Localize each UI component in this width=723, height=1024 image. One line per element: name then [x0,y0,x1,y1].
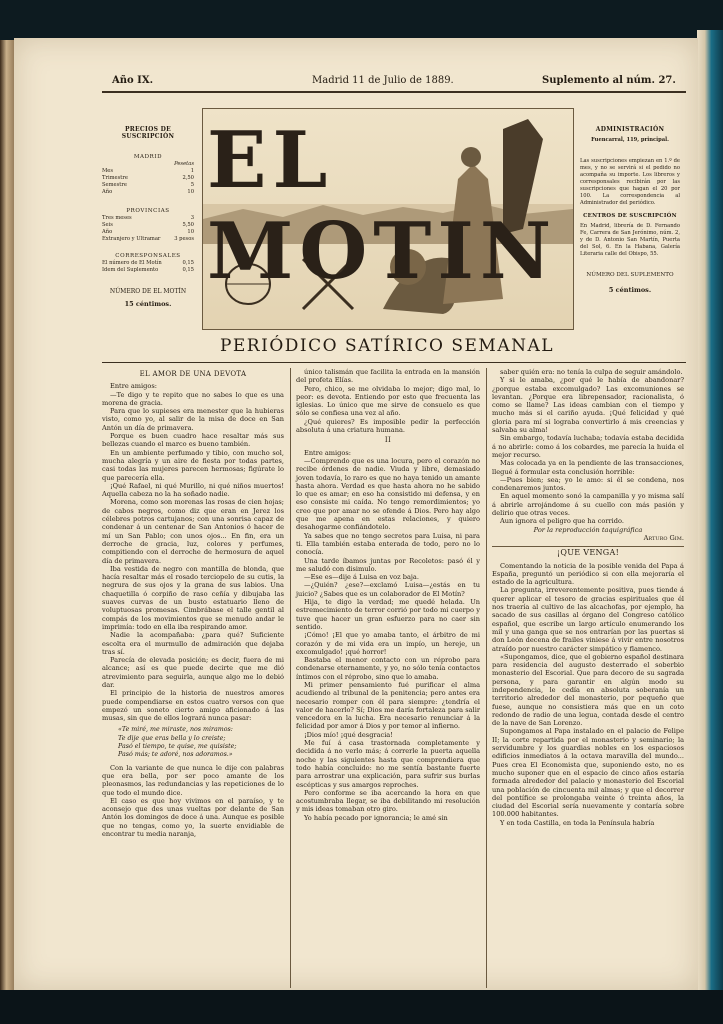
column-divider [290,368,291,988]
paragraph: Supongamos al Papa instalado en el palacio de Felipe II; la corte repartida por el monasterio y seminario; la servidumbre y los guardias nobles en los espaciosos edificios inmediatos á la octava maravilla del mundo... Pues crea El Economista que, suponiendo esto, no es mucho suponer que en el espacio de cinco años estaría formada alrededor del palacio y monasterio del Escorial una población de cincuenta mil almas; y que el decorrer del pontífice se prolongaba veinte ó treinta años, la ciudad del Escorial sería nuevamente y contaría sobre 100.000 habitantes. [492,727,684,819]
paragraph: En un ambiente perfumado y tibio, con mucho sol, mucha alegría y un aire de fiesta por todas partes, casi todas las mujeres parecen hermosas; figúrate lo que parecería ella. [102,448,284,482]
admin-title: ADMINISTRACIÓN [595,126,665,133]
price-row: Extranjero y Ultramar 3 pesos [102,236,194,242]
paragraph: Entre amigos: [304,448,351,457]
madrid-label: MADRID [133,154,163,160]
paragraph: Pero, chico, se me olvidaba lo mejor; digo mal, lo peor: es devota. Entiendo por esto que frecuenta las iglesias. Lo único que me sirve de consuelo es que sólo se confiesa una vez al año. [296,384,480,418]
paragraph: Hija, te digo la verdad; me quedé helada. Un estremecimiento de terror corrió por todo mi cuerpo y tuve que hacer un gran esfuerzo para no caer sin sentido. [296,598,480,631]
paragraph: La pregunta, irreverentemente positiva, pues tiende á querer aplicar el tesoro de gracias espirituales que él nos traería al cultivo de las alcachofas, por ejemplo, ha sacado de sus casillas al órgano del Congreso católico español, que escribe un largo artículo enumerando los mil y una ganga que se nos entrarían por las puertas si don León decena de frailes viniese á vivir entre nosotros atraído por nuestro carácter simpático y flamenco. [492,586,684,653]
paragraph: En aquel momento sonó la campanilla y yo misma salí á abrirle arrojándome á su cuello con más pasión y delirio que otras veces. [492,492,684,518]
paragraph: saber quién era: no tenía la culpa de seguir amándolo. [500,368,683,376]
paragraph: El caso es que hoy vivimos en el paraíso, y te aconsejo que des unas vueltas por delante de San Antón los domingos de doce á una. Aunque es posible que no tengas, como yo, la suerte envidiable de encontrar tu media naranja, [102,796,284,839]
masthead-illustration [202,108,574,330]
article-title: EL AMOR DE UNA DEVOTA [139,370,247,378]
article-column-1 [102,368,284,838]
paragraph: ¡Dios mío! ¡qué desgracia! [304,730,393,739]
price-row: Tres meses 3 [102,215,194,221]
poem-line: Pasó más; te adoré, nos adoramos.» [118,751,233,759]
paragraph: —Ese es—dije á Luisa en voz baja. [304,573,419,582]
admin-notice: Las suscripciones empiezan en 1.º de mes, y no se servirá si el pedido no acompaña su importe. Los libreros y corresponsales recibirán por las suscripciones que hagan el 20 por 100. La correspondencia al Administrador del periódico. [580,158,680,206]
paragraph: único talismán que facilita la entrada en la mansión del profeta Elías. [296,368,480,385]
signature-author: Arturo Gim. [643,533,684,542]
price-row: Seis 5,50 [102,222,194,228]
article-column-2 [296,368,480,822]
supplement-price: 5 céntimos. [608,286,652,294]
paragraph: Entre amigos: [110,382,157,391]
paragraph: Aun ignora el peligro que ha corrido. [500,517,624,526]
column-divider [486,368,487,988]
year-label: Año IX. [112,75,154,86]
article-column-3 [492,368,684,827]
newspaper-subtitle: PERIÓDICO SATÍRICO SEMANAL [219,336,555,356]
poem-line: Pasó el tiempo, te quise, me quisiste; [118,743,237,751]
paragraph: El principio de la historia de nuestros amores puede compendiarse en estos cuatro versos con que empezó un soneto cierto amigo aficionado á las musas, sin que de ellos logrará nunca pasar: [102,689,284,723]
subscription-prices-box [102,126,194,308]
paragraph: Sin embargo, todavía luchaba; todavía estaba decidida á no abrirle: como á los cobardes, me parecía la huida el mejor recurso. [492,434,684,459]
top-background [0,0,723,40]
newspaper-page [14,38,698,990]
paragraph: Morena, como son morenas las rosas de cien hojas; de cabos negros, como diz que eran en Jerez los célebres potros cartujanos; con una sonrisa capaz de condenar á un centenar de San Antonios ó hacer de mí un San Pablo; con unos ojos... En fin, era un derroche de gracia, luz, colores y perfumes, compitiendo con el derroche de hermosura de aquel día de primavera. [102,498,284,565]
paragraph: Y en toda Castilla, en toda la Península habría [500,818,655,827]
price-row: El número de El Motín 0,15 [102,260,194,266]
paragraph: Mi primer pensamiento fué purificar el alma acudiendo al tribunal de la penitencia; pero antes era necesario romper con él para siempre: ¿tendría el valor de hacerlo? Sí; Dios me daría fortaleza para salir vencedora en la lucha. Era necesario renunciar á la felicidad por amor á Dios y por temor al infierno. [296,680,480,731]
paragraph: —Pues bien; sea; yo le amo: si él se condena, nos condenaremos juntos. [492,475,684,493]
dateline: Madrid 11 de Julio de 1889. [312,75,454,86]
price-row: Mes 1 [102,168,194,174]
supplement-label: Suplemento al núm. 27. [542,75,676,86]
paragraph: Mas colocada ya en la pendiente de las transacciones, llegué á formular esta conclusión horrible: [492,459,684,476]
newspaper-title: EL MOTIN [207,115,558,297]
admin-address: Fuencarral, 119, principal. [591,137,669,143]
currency-label: Pesetas [174,161,194,167]
centers-title: CENTROS DE SUSCRIPCIÓN [583,213,677,219]
signature-note: Por la reproducción taquigráfica [533,525,643,534]
article-title-2: ¡QUE VENGA! [556,548,620,558]
price-row: Año 10 [102,189,194,195]
paragraph: —Comprendo que es una locura, pero el corazón no recibe órdenes de nadie. Viuda y libre, demasiado joven todavía, lo raro es que no haya tenido un amante hasta ahora. Verdad es que hasta ahora no he sabido lo que es amar; en eso ha consistido mi defensa, y en eso consiste mi caída. No tengo remordimientos; yo creo que por amar no se ofende á Dios. Pero hay algo que me apena en estas relaciones, y quiero desahogarme confiándotelo. [296,456,480,532]
issue-price: 15 céntimos. [124,300,172,308]
section-number: II [384,436,392,445]
paragraph: «Supongamos, dice, que el gobierno español destinara para residencia del augusto desterrado el soberbio monasterio del Escorial. Que para decoro de su sagrada persona, y para garantir en algún modo su independencia, le cedía en absoluta soberanía un territorio alrededor del monasterio, por pequeño que fuese, aunque no consistiera más que en un coto redondo de radio de una legua, contada desde el centro de la nave de San Lorenzo. [492,652,684,728]
paragraph: Pero conforme se iba acercando la hora en que acostumbraba llegar, se iba debilitando mi resolución y mis ideas tomaban otro giro. [296,788,480,814]
paragraph: —¿Quién? ¿ese?—exclamó Luisa—¿estás en tu juicio? ¿Sabes que es un colaborador de El Motín? [296,581,480,598]
supplement-number-label: NÚMERO DEL SUPLEMENTO [586,272,674,278]
centers-text: En Madrid, librería de D. Fernando Fe, Carrera de San Jerónimo, núm. 2, y de D. Antonio San Martín, Puerta del Sol, 6. En la Habana, Galería Literaria calle del Obispo, 55. [580,223,680,257]
paragraph: Con la variante de que nunca le dije con palabras que era bella, por ser poco amante de los pleonasmos, las redundancias y las repeticiones de lo que todo el mundo dice. [102,763,284,797]
paragraph: Nadie la acompañaba: ¿para qué? Suficiente escolta era el murmullo de admiración que dejaba tras sí. [102,631,284,656]
corresponsales-label: CORRESPONSALES [115,253,181,259]
paragraph: Comentando la noticia de la posible venida del Papa á España, preguntó un periódico si con ella mejoraría el estado de la agricultura. [492,561,684,587]
issue-number-label: NÚMERO DE EL MOTÍN [109,288,187,295]
paragraph: ¡Qué Rafael, ni qué Murillo, ni qué niños muertos! Aquella cabeza no la ha soñado nadie. [102,481,284,499]
paragraph: ¡Cómo! ¡El que yo amaba tanto, el árbitro de mi corazón y de mi vida era un impío, un hereje, un excomulgado! ¡qué horror! [296,631,480,656]
paragraph: Me fuí á casa trastornada completamente y decidida á no verlo más; á correrle la puerta aquella noche y las siguientes hasta que comprendiera que todo había concluido: no me sentía bastante fuerte para arrostrar una explicación, para sufrir sus burlas escépticas y sus amargos reproches. [296,739,480,789]
paragraph: ¿Qué quieres? Es imposible pedir la perfección absoluta á una criatura humana. [296,417,480,435]
header-rule [102,91,686,93]
provincias-label: PROVINCIAS [126,208,170,214]
page-edge [697,30,723,1024]
administration-box [580,126,680,294]
price-row: Idem del Suplemento 0,15 [102,267,194,273]
paragraph: Ya sabes que no tengo secretos para Luisa, ni para ti. Ella también estaba enterada de todo, pero no lo conocía. [296,531,480,557]
bottom-background [0,990,723,1024]
paragraph: Para que lo supieses era menester que la hubieras visto, como yo, al salir de la misa de doce en San Antón un día de primavera. [102,407,284,432]
price-row: Trimestre 2,50 [102,175,194,181]
paragraph: —Te digo y te repito que no sabes lo que es una morena de gracia. [102,390,284,407]
paragraph: Porque es buen cuadro hace resaltar más sus bellezas cuando el marco es bueno también. [102,432,284,449]
paragraph: Yo había pecado por ignorancia; le amé sin [304,813,448,822]
prices-title: PRECIOS DE SUSCRIPCIÓN [121,126,175,140]
paragraph: Parecía de elevada posición; es decir, fuera de mi alcance; así es que puede decirte que me dió atrevimiento para seguirla, aunque algo me lo debió dar. [102,656,284,689]
paragraph: Y si le amaba, ¿por qué le había de abandonar? ¿porque estaba excomulgado? Las excomuniones se levantan. ¿Porque era librepensador, racionalista, ó como se llame? Las ideas cambian con el tiempo y mucho más si el cariño ayuda. ¡Qué felicidad y qué gloria para mí si lograba convertirlo á mis creencias y salvaba su alma! [492,376,684,435]
poem-line: Te dije que eras bella y lo creiste; [118,734,226,742]
poem-line: «Te miré, me miraste, nos miramos: [118,726,233,734]
paragraph: Una tarde íbamos juntas por Recoletos: pasó él y me saludó con disimulo. [296,556,480,573]
paragraph: Bastaba el menor contacto con un réprobo para condenarse eternamente, y yo, no sólo tenía contactos íntimos con el réprobo, sino que lo amaba. [296,656,480,681]
paragraph: Iba vestida de negro con mantilla de blonda, que hacía resaltar más el rosado terciopelo de su cutis, la negrura de sus ojos y la grana de sus labios. Una chaquetilla ó corpiño de raso ceñía y dibujaba las suaves curvas de un busto estatuario lleno de voluptuosas promesas. Cimbrábase el talle gentil al compás de los movimientos que se menudo andar le imprimía: todo en ella iba respirando amor. [102,564,284,631]
price-row: Semestre 5 [102,182,194,188]
subtitle-rule [102,362,686,363]
price-row: Año 10 [102,229,194,235]
